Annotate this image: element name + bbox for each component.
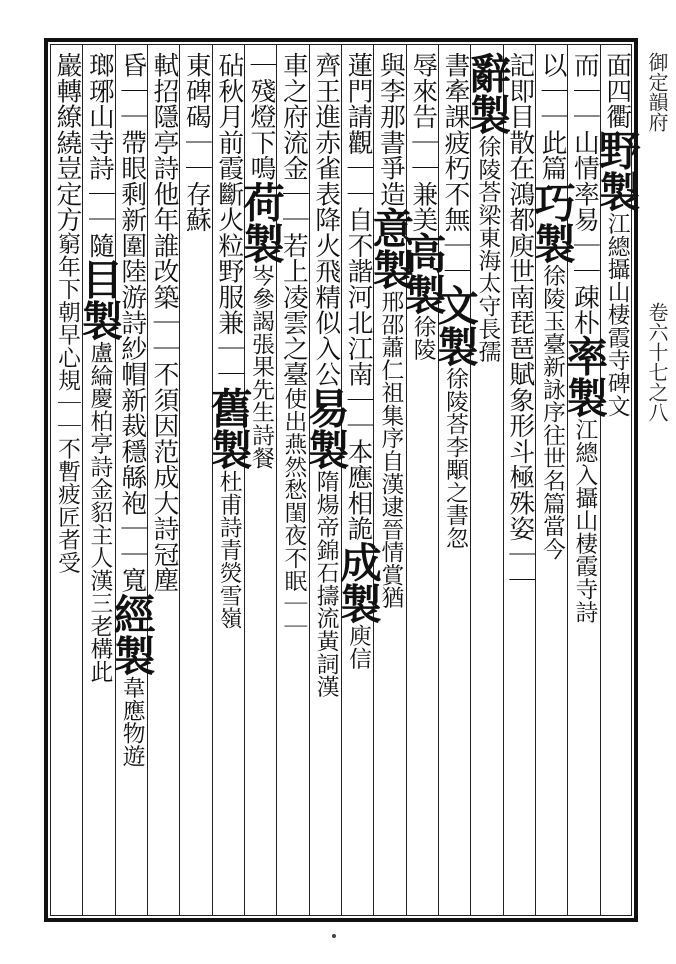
text-segment: 面四衢 xyxy=(601,52,632,130)
text-segment: 盧綸慶柏亭詩金貂主人漢三老構此 xyxy=(86,341,113,683)
text-segment: ｜殘燈下鳴 xyxy=(246,52,277,181)
text-segment: 徐陵荅梁東海太守長孺 xyxy=(474,135,501,364)
entry-heading: 意製 xyxy=(365,206,415,290)
text-segment: 瑯琊山寺詩｜｜隨 xyxy=(84,52,115,258)
entry-heading: 辭製 xyxy=(462,52,512,136)
text-segment: 江總攝山棲霞寺碑文 xyxy=(603,212,630,418)
text-segment: 記即目散在鴻都庾世南琵琶賦象形斗極殊姿｜｜ xyxy=(504,52,535,593)
text-segment: 霞斷火粒野服兼｜｜ xyxy=(213,155,244,387)
page-margin-header xyxy=(640,52,670,912)
text-segment: 杜甫詩青熒雪嶺 xyxy=(215,469,242,630)
text-segment: 昏｜｜帶眼剩新圍陸游詩紗帽新裁穩緜袍｜｜寬 xyxy=(116,52,147,593)
text-segment: 以｜｜此篇 xyxy=(537,52,568,181)
entry-heading: 文製 xyxy=(429,283,479,367)
entry-heading: 荷製 xyxy=(235,180,285,264)
fold-label: 卷六十七之八 xyxy=(645,302,669,422)
text-segment: 庾信 xyxy=(345,624,372,671)
entry-heading: 率製 xyxy=(559,335,609,419)
text-segment: 江總入攝山棲霞寺詩 xyxy=(571,418,598,624)
text-segment: 軾招隱亭詩他年誰改築｜｜不須因范成大詩冠塵 xyxy=(149,52,180,593)
text-segment: 車之府流金｜｜若上凌雲之臺 xyxy=(278,52,309,387)
text-segment: 辱來告｜｜兼美 xyxy=(407,52,438,233)
page-speck xyxy=(332,934,336,938)
text-segment: 邢邵蕭仁祖集序自漢逮晉情賞猶 xyxy=(377,289,404,609)
text-segment: 而｜｜山情率易｜｜疎朴 xyxy=(569,52,600,336)
entry-heading: 野製 xyxy=(591,129,641,213)
entry-heading: 巧製 xyxy=(526,180,576,264)
book-title: 御定韻府 xyxy=(645,52,669,132)
entry-heading: 經製 xyxy=(106,592,156,676)
text-segment: 書牽課疲朽不無｜｜ xyxy=(440,52,471,284)
entry-heading: 成製 xyxy=(332,541,382,625)
entry-heading: 舊製 xyxy=(203,386,253,470)
text-segment: 齊王進赤雀表降火飛精似入公 xyxy=(310,52,341,387)
entry-heading: 高製 xyxy=(397,232,447,316)
entry-heading: 易製 xyxy=(300,386,350,470)
text-segment: 蓮門請觀｜｜自不諧河北江南｜｜本應相詭 xyxy=(343,52,374,542)
text-segment: 徐陵玉臺新詠序往世名篇當今 xyxy=(539,263,566,561)
text-segment: 韋應物遊 xyxy=(118,675,145,768)
text-segment: 與李那書爭造 xyxy=(375,52,406,207)
text-column xyxy=(46,52,86,912)
text-segment: 徐陵 xyxy=(409,315,436,362)
text-segment: 砧秋月前 xyxy=(213,52,244,155)
text-segment: 徐陵荅李顒之書忽 xyxy=(442,366,469,550)
text-segment: 使出燕然愁閨夜不眠｜｜ xyxy=(280,386,307,638)
text-segment: 東碑碣｜｜存蘇 xyxy=(181,52,212,233)
text-segment: 巖轉繚繞豈定方 xyxy=(52,52,83,233)
text-segment: 岑參謁張果先生詩餐 xyxy=(248,263,275,469)
text-segment: 窮年下朝早心規｜｜不暫疲匠者受 xyxy=(54,232,81,574)
text-segment: 隋煬帝錦石擣流黃詞漢 xyxy=(312,469,339,698)
entry-heading: 目製 xyxy=(74,258,124,342)
